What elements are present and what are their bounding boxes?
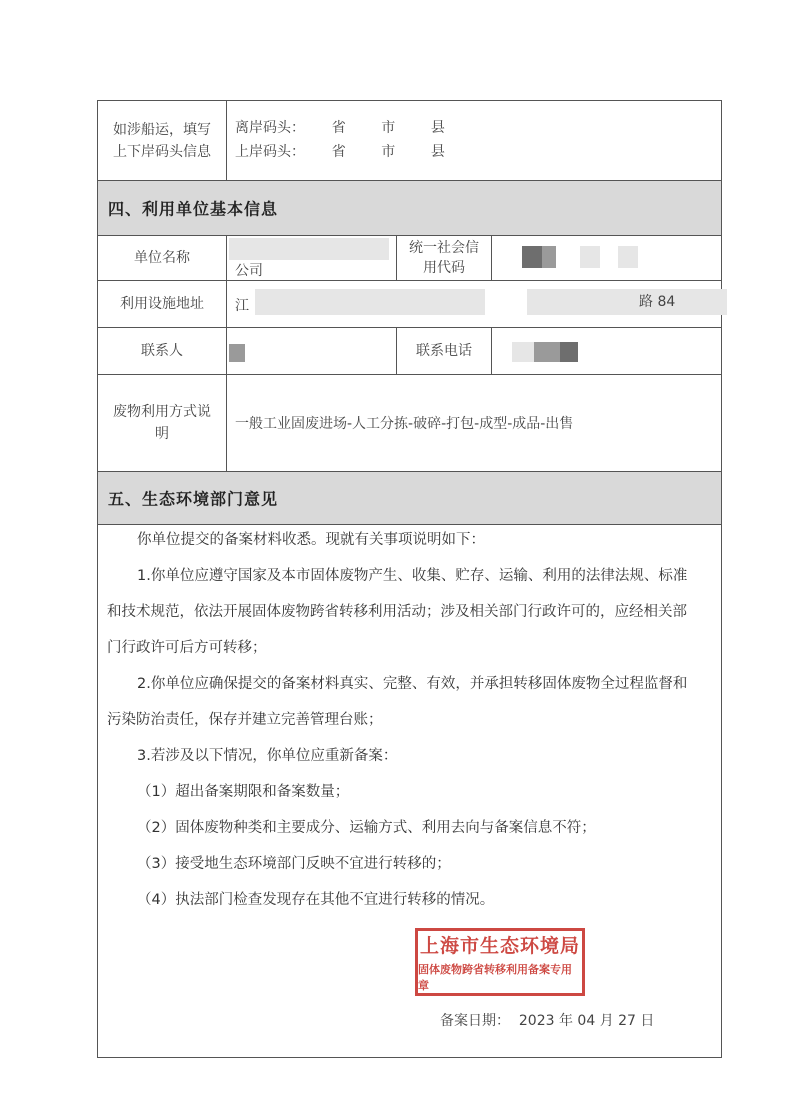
- method-value: 一般工业固废进场-人工分拣-破碎-打包-成型-成品-出售: [226, 375, 721, 471]
- official-stamp: [415, 928, 585, 996]
- opinion-item3: 3.若涉及以下情况，你单位应重新备案：: [137, 748, 398, 764]
- redaction: [542, 246, 556, 268]
- section5-header: [98, 472, 721, 525]
- shipping-label-line2: 上下岸码头信息: [113, 143, 211, 160]
- unit-row: [98, 236, 721, 281]
- redaction: [229, 238, 389, 260]
- section4-header: [98, 181, 721, 236]
- redaction: [229, 344, 245, 362]
- redaction: [580, 246, 600, 268]
- contact-label: 联系人: [141, 343, 183, 359]
- opinion-item2-line1: 2.你单位应确保提交的备案材料真实、完整、有效，并承担转移固体废物全过程监督和: [137, 676, 688, 692]
- address-row: [98, 281, 721, 328]
- opinion-item1-line3: 门行政许可后方可转移；: [107, 640, 267, 656]
- method-label-line1: 废物利用方式说: [113, 404, 211, 420]
- redaction: [527, 289, 727, 315]
- credit-code-label-line2: 用代码: [423, 260, 465, 276]
- method-label: [98, 375, 226, 471]
- contact-value: [226, 328, 396, 374]
- section5-title: 五、生态环境部门意见: [108, 489, 279, 509]
- facility-address-value: [226, 281, 721, 327]
- facility-address-label: 利用设施地址: [120, 296, 204, 312]
- stamp-line1: 上海市生态环境局: [419, 935, 580, 957]
- method-label-line2: 明: [155, 426, 169, 442]
- redaction: [534, 342, 560, 362]
- stamp-line2: 固体废物跨省转移利用备案专用章: [418, 963, 572, 992]
- shipping-value: [226, 101, 721, 180]
- opinion-item1-line1: 1.你单位应遵守国家及本市固体废物产生、收集、贮存、运输、利用的法律法规、标准: [137, 568, 688, 584]
- shipping-row: [98, 101, 721, 181]
- redaction: [512, 342, 534, 362]
- unit-name-label: 单位名称: [134, 250, 190, 266]
- address-start: 江: [235, 298, 249, 314]
- credit-code-value: [491, 236, 721, 280]
- opinion-sub1: （1）超出备案期限和备案数量；: [137, 784, 350, 800]
- method-row: [98, 375, 721, 472]
- redaction: [522, 246, 542, 268]
- shipping-label: [98, 101, 226, 180]
- arrive-dock: 上岸码头： 省 市 县: [235, 144, 445, 160]
- opinion-item2-line2: 污染防治责任，保存并建立完善管理台账；: [107, 712, 383, 728]
- filing-date: 备案日期： 2023 年 04 月 27 日: [440, 1013, 655, 1029]
- opinion-intro: 你单位提交的备案材料收悉。现就有关事项说明如下：: [137, 532, 485, 548]
- redaction: [618, 246, 638, 268]
- address-end: 路 84: [639, 294, 676, 310]
- opinion-sub4: （4）执法部门检查发现存在其他不宜进行转移的情况。: [137, 892, 495, 908]
- opinion-sub3: （3）接受地生态环境部门反映不宜进行转移的；: [137, 856, 451, 872]
- unit-name-value: [226, 236, 396, 280]
- phone-label: 联系电话: [396, 328, 491, 374]
- credit-code-label: [396, 236, 491, 280]
- phone-value: [491, 328, 721, 374]
- shipping-label-line1: 如涉船运，填写: [113, 121, 211, 138]
- credit-code-label-line1: 统一社会信: [409, 240, 479, 256]
- opinion-sub2: （2）固体废物种类和主要成分、运输方式、利用去向与备案信息不符；: [137, 820, 596, 836]
- depart-dock: 离岸码头： 省 市 县: [235, 120, 445, 136]
- section4-title: 四、利用单位基本信息: [108, 199, 279, 219]
- redaction: [560, 342, 578, 362]
- contact-row: [98, 328, 721, 375]
- opinion-item1-line2: 和技术规范，依法开展固体废物跨省转移利用活动；涉及相关部门行政许可的，应经相关部: [107, 604, 687, 620]
- unit-name-suffix: 公司: [235, 263, 263, 279]
- redaction: [255, 289, 485, 315]
